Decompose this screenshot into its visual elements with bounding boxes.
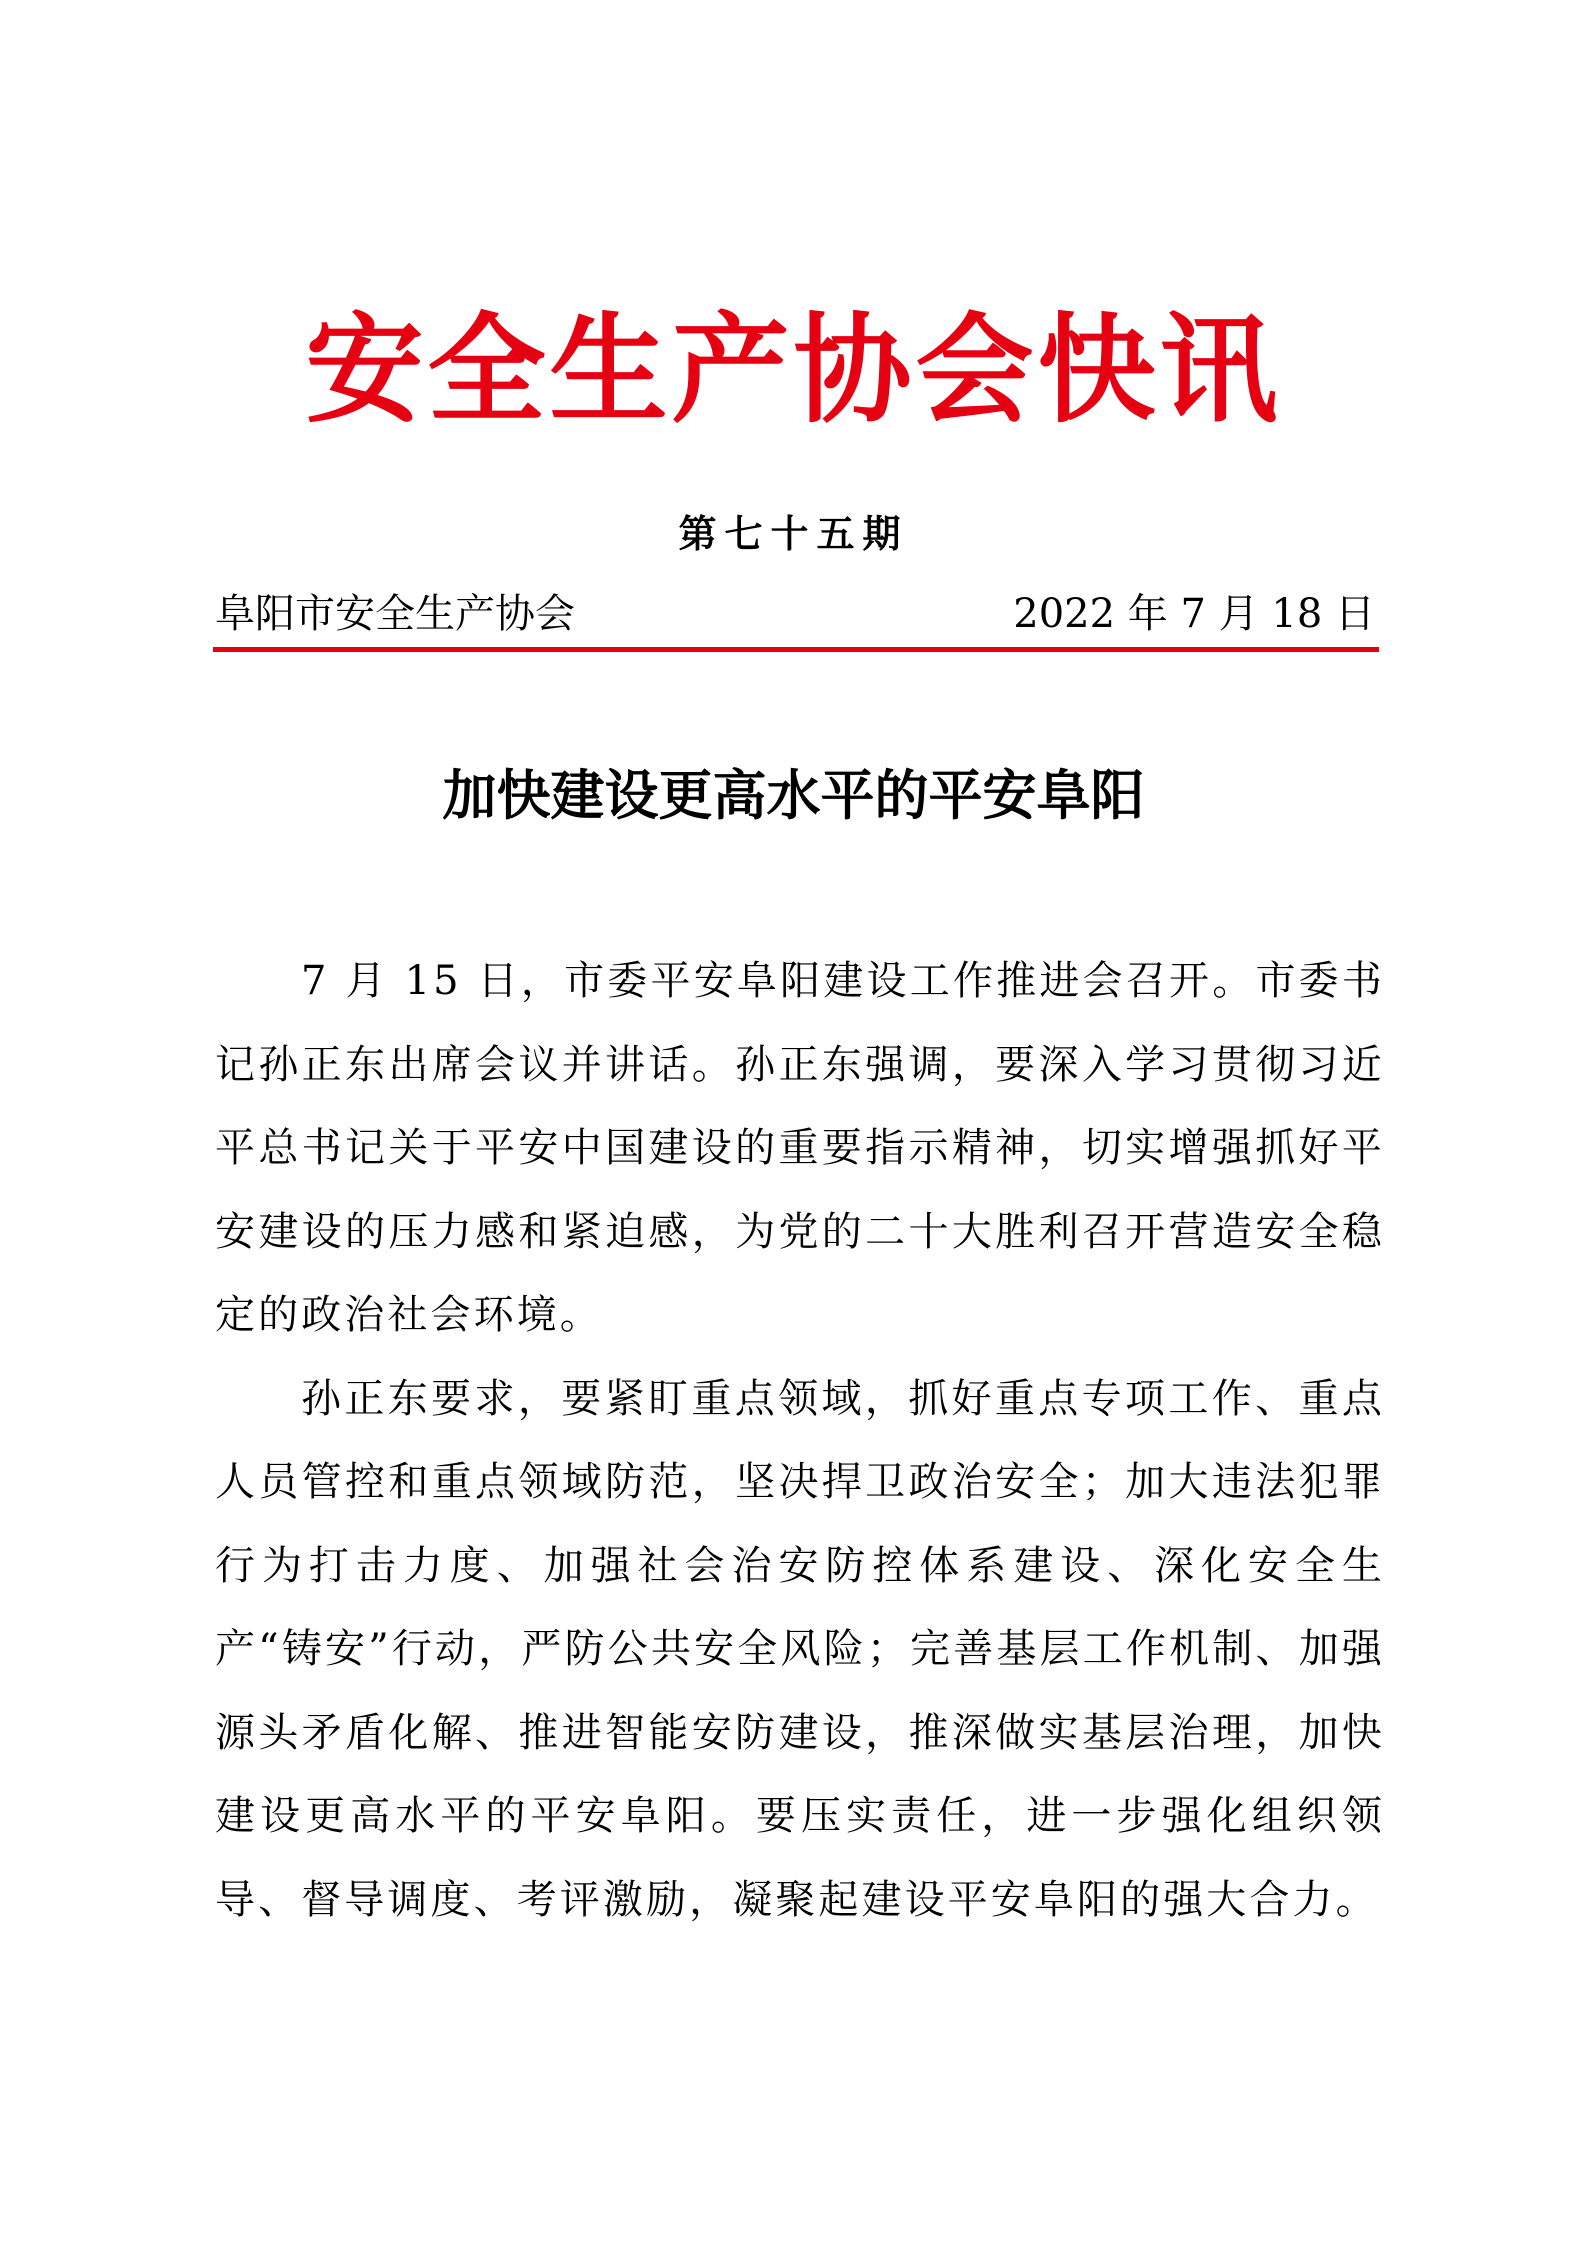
red-divider-line [213, 647, 1379, 652]
masthead-meta-row [215, 578, 1375, 642]
publisher-name: 阜阳市安全生产协会 [215, 590, 575, 637]
article-paragraph: 7 月 15 日，市委平安阜阳建设工作推进会召开。市委书记孙正东出席会议并讲话。孙正东强调，要深入学习贯彻习近平总书记关于平安中国建设的重要指示精神，切实增强抓好平安建设的压力感和紧迫感，为党的二十大胜利召开营造安全稳定的政治社会环境。 [215, 958, 1385, 1338]
publication-date: 2022 年 7 月 18 日 [1013, 590, 1375, 637]
article-paragraph: 孙正东要求，要紧盯重点领域，抓好重点专项工作、重点人员管控和重点领域防范，坚决捍卫政治安全；加大违法犯罪行为打击力度、加强社会治安防控体系建设、深化安全生产“铸安”行动，严防公共安全风险；完善基层工作机制、加强源头矛盾化解、推进智能安防建设，推深做实基层治理，加快建设更高水平的平安阜阳。要压实责任，进一步强化组织领导、督导调度、考评激励，凝聚起建设平安阜阳的强大合力。 [215, 1375, 1385, 1923]
issue-number: 第七十五期 [678, 511, 909, 556]
article-title: 加快建设更高水平的平安阜阳 [442, 764, 1145, 827]
article-body [215, 940, 1385, 1942]
newsletter-title: 安全生产协会快讯 [305, 300, 1282, 439]
